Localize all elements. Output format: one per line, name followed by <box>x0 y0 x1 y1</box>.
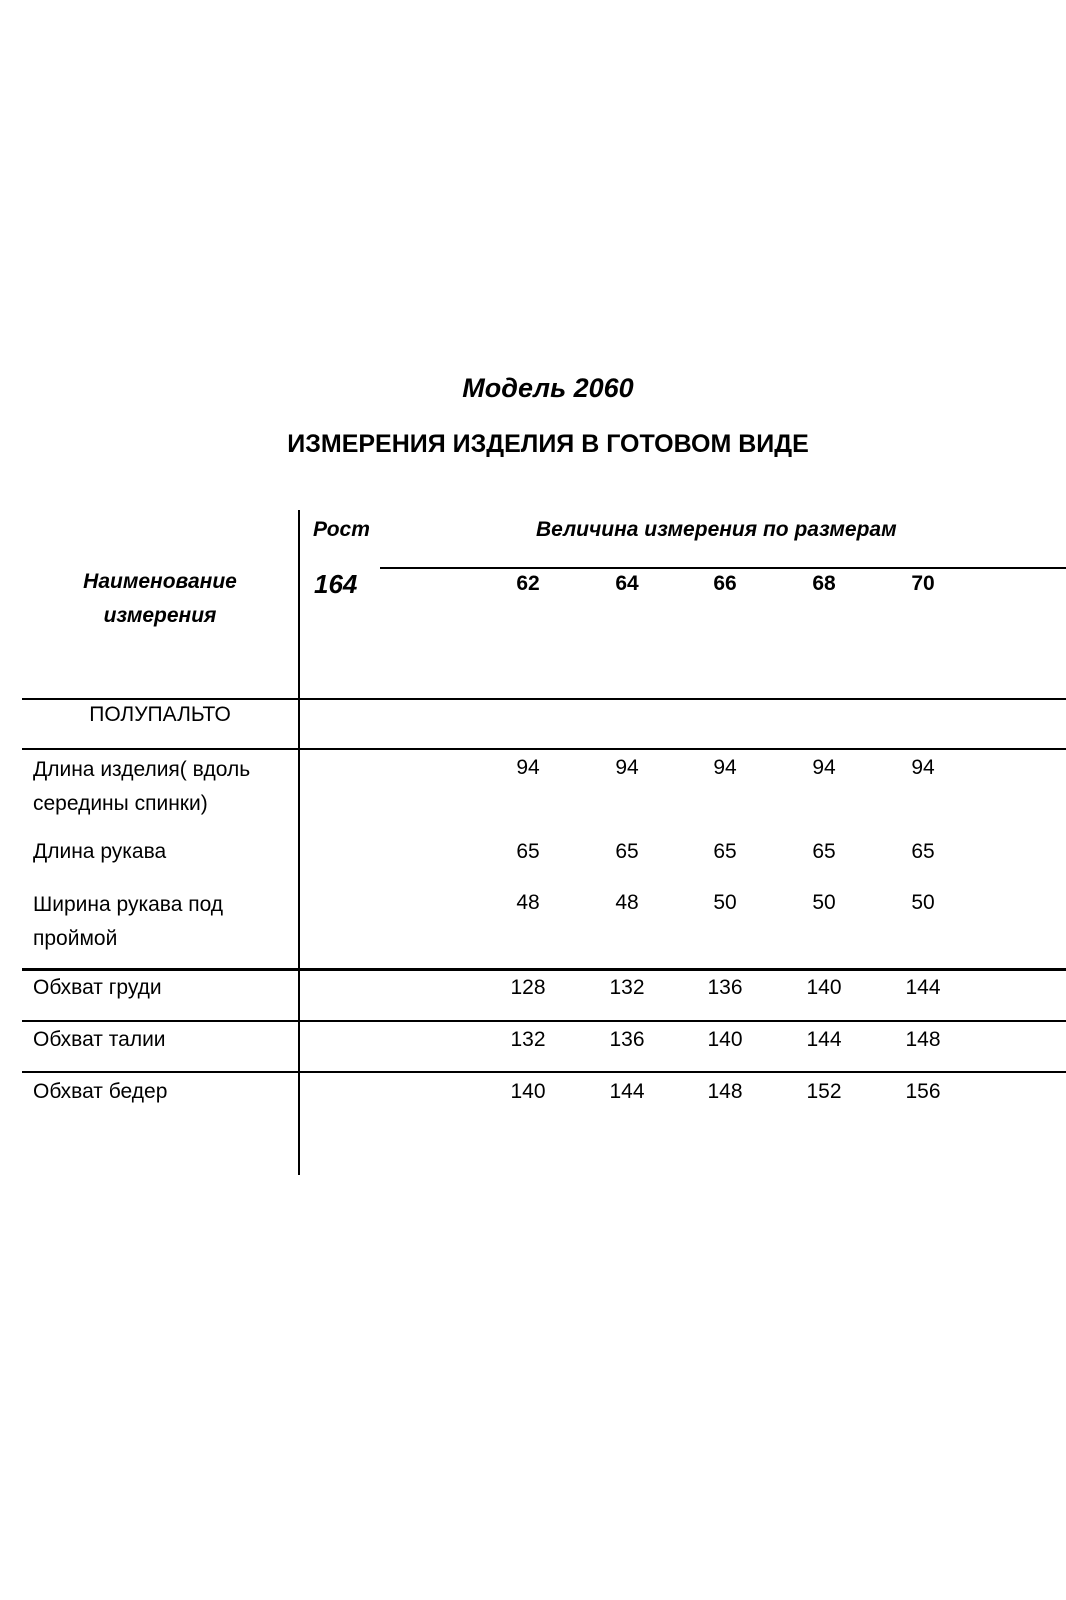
cell-value: 50 <box>812 891 836 914</box>
size-64-header: 64 <box>615 572 639 595</box>
cell-value: 144 <box>806 1028 842 1051</box>
row-name: Длина рукава <box>33 840 167 863</box>
page-heading: ИЗМЕРЕНИЯ ИЗДЕЛИЯ В ГОТОВОМ ВИДЕ <box>287 430 809 458</box>
height-label: Рост <box>313 518 370 541</box>
section-title: ПОЛУПАЛЬТО <box>89 703 231 726</box>
cell-value: 144 <box>905 976 941 999</box>
cell-value: 65 <box>615 840 639 863</box>
row-name: Обхват талии <box>33 1028 166 1051</box>
cell-value: 156 <box>905 1080 941 1103</box>
cell-value: 94 <box>615 756 639 779</box>
size-66-header: 66 <box>713 572 737 595</box>
cell-value: 132 <box>609 976 645 999</box>
cell-value: 144 <box>609 1080 645 1103</box>
height-value: 164 <box>314 569 358 599</box>
row-name <box>33 888 223 956</box>
cell-value: 50 <box>911 891 935 914</box>
row-name: Обхват бедер <box>33 1080 168 1103</box>
cell-value: 94 <box>713 756 737 779</box>
cell-value: 140 <box>510 1080 546 1103</box>
cell-value: 140 <box>707 1028 743 1051</box>
row-name-line: середины спинки) <box>33 792 208 815</box>
cell-value: 65 <box>713 840 737 863</box>
cell-value: 152 <box>806 1080 842 1103</box>
measurement-name-header <box>22 565 298 633</box>
cell-value: 136 <box>609 1028 645 1051</box>
cell-value: 132 <box>510 1028 546 1051</box>
row-name-line: Ширина рукава под <box>33 893 224 916</box>
column-divider <box>298 510 300 1175</box>
cell-value: 65 <box>911 840 935 863</box>
section-bottom-line <box>22 748 1066 750</box>
header-line: Наименование <box>83 570 237 593</box>
cell-value: 136 <box>707 976 743 999</box>
cell-value: 65 <box>812 840 836 863</box>
row-name-line: проймой <box>33 927 118 950</box>
header-bottom-line <box>22 698 1066 700</box>
header-line: измерения <box>103 604 217 627</box>
row-name: Обхват груди <box>33 976 162 999</box>
model-title: Модель 2060 <box>462 373 634 403</box>
size-70-header: 70 <box>911 572 935 595</box>
size-68-header: 68 <box>812 572 836 595</box>
cell-value: 50 <box>713 891 737 914</box>
size-62-header: 62 <box>516 572 540 595</box>
cell-value: 140 <box>806 976 842 999</box>
cell-value: 148 <box>905 1028 941 1051</box>
row-name-line: Длина изделия( вдоль <box>33 758 251 781</box>
cell-value: 94 <box>812 756 836 779</box>
cell-value: 48 <box>516 891 540 914</box>
cell-value: 94 <box>911 756 935 779</box>
sizes-underline <box>380 567 1066 569</box>
cell-value: 148 <box>707 1080 743 1103</box>
cell-value: 65 <box>516 840 540 863</box>
cell-value: 94 <box>516 756 540 779</box>
group-divider-line <box>22 968 1066 971</box>
row-name <box>33 753 250 821</box>
row-divider-line <box>22 1020 1066 1022</box>
row-divider-line <box>22 1071 1066 1073</box>
cell-value: 48 <box>615 891 639 914</box>
sizes-label: Величина измерения по размерам <box>536 518 897 541</box>
cell-value: 128 <box>510 976 546 999</box>
